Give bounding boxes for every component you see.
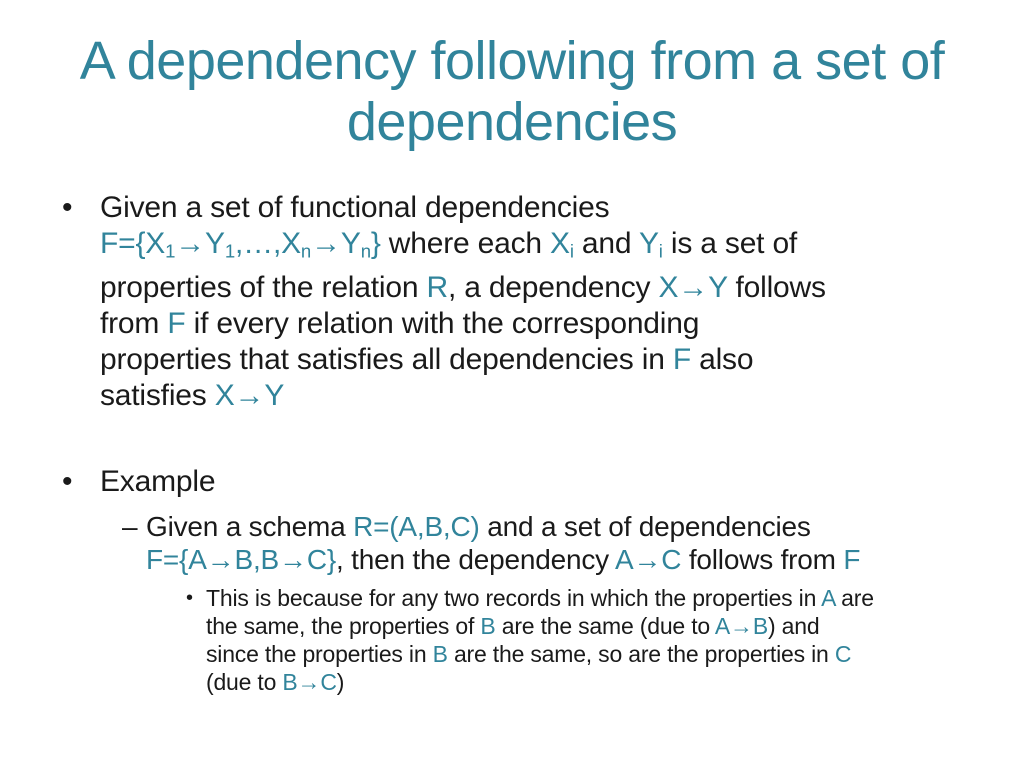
body-text: and [573,227,639,260]
text-line [0,543,1024,576]
bullet-marker: • [186,587,194,609]
body-text: , a dependency [447,270,659,304]
formula-text: F [167,306,186,340]
formula-text: } [370,227,381,260]
body-text: are the same (due to [495,613,715,639]
formula-text: 1 [165,240,176,262]
text-line [0,306,1024,342]
formula-text: 1 [224,240,236,262]
formula-text: i [569,240,574,262]
formula-text: n [300,240,312,262]
formula-text: →Y [311,227,361,260]
body-text: Example [100,465,216,498]
formula-text: A→C [614,544,682,575]
body-text: where each [380,227,551,260]
formula-text: Y [638,227,659,260]
text-line [0,640,1024,668]
body-text: This is because for any two records in which the properties in [206,585,822,611]
text-line [0,342,1024,378]
body-text: are the same, so are the properties in [447,641,835,667]
formula-text: n [360,240,371,262]
formula-text: i [658,240,663,262]
text-line [0,378,1024,414]
formula-text: B→C [282,669,337,695]
formula-text: F={A→B,B→C} [146,544,336,575]
body-text: also [690,342,754,376]
text-line [0,226,1024,270]
formula-text: C [834,641,852,667]
body-text: follows from [681,544,844,575]
body-text: Given a schema [146,511,354,542]
text-line [0,668,1024,696]
formula-text: A→B [714,613,768,639]
formula-text: ,…,X [235,227,301,260]
body-text: and a set of dependencies [479,511,811,542]
formula-text: →Y [175,227,225,260]
bullet-block-level-2 [0,510,1024,576]
body-text: if every relation with the corresponding [185,306,700,340]
body-text: since the properties in [206,641,433,667]
formula-text: B [480,613,496,639]
bullet-block-level-1 [0,190,1024,414]
bullet-block-level-1 [0,463,1024,501]
text-line [0,510,1024,543]
formula-text: F [672,342,691,376]
formula-text: R [426,270,448,304]
bullet-marker: • [62,465,73,498]
formula-text: B [432,641,448,667]
bullet-marker: – [122,511,138,542]
formula-text: X→Y [214,378,285,412]
body-text: Given a set of functional dependencies [100,191,610,224]
formula-text: X→Y [658,270,728,304]
body-text: properties that satisfies all dependencies in [100,342,673,376]
body-text: ) [336,669,345,695]
formula-text: X [550,227,570,260]
body-text: , then the dependency [336,544,615,575]
formula-text: R=(A,B,C) [353,511,480,542]
body-text: are [834,585,874,611]
body-text: properties of the relation [100,270,427,304]
bullet-block-level-3 [0,584,1024,696]
slide-title-line-2: dependencies [346,92,678,152]
slide-title [0,31,1024,153]
text-line [0,270,1024,306]
text-line [0,584,1024,612]
formula-text: F={X [100,227,166,260]
body-text: ) and [768,613,820,639]
body-text: (due to [206,669,283,695]
formula-text: F [843,544,861,575]
text-line [0,612,1024,640]
text-line [0,463,1024,501]
formula-text: A [821,585,835,611]
body-text: follows [727,270,826,304]
bullet-marker: • [62,191,73,224]
text-line [0,190,1024,226]
body-text: is a set of [662,227,798,260]
body-text: from [100,306,168,340]
body-text: the same, the properties of [206,613,481,639]
slide-title-line-1: A dependency following from a set of [79,31,945,91]
body-text: satisfies [100,378,215,412]
